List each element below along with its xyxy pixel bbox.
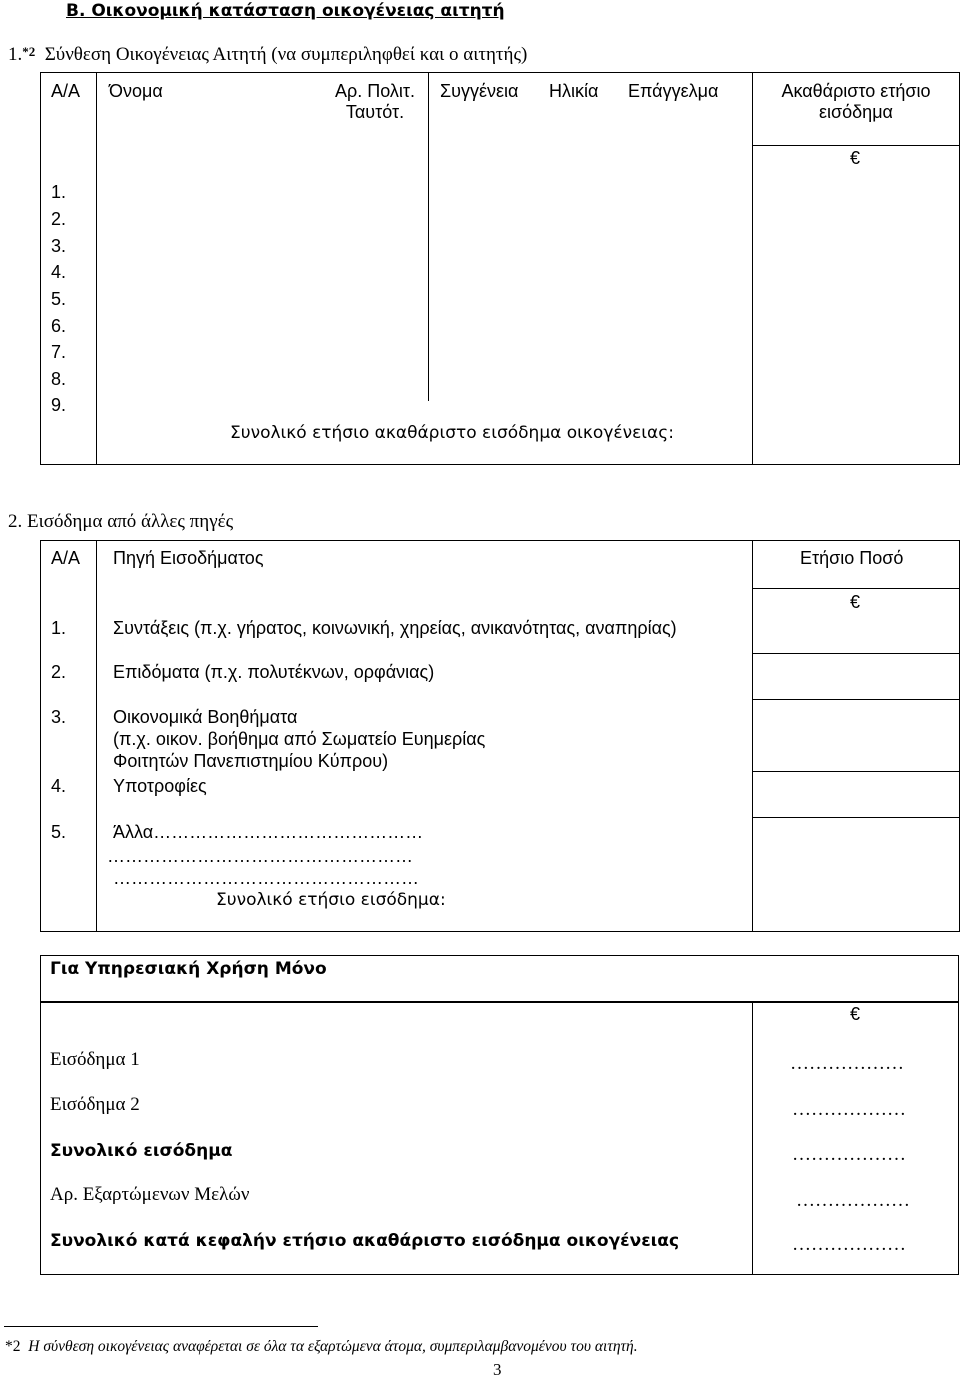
other-income-divider: [752, 771, 960, 772]
office-use-title: Για Υπηρεσιακή Χρήση Μόνο: [50, 959, 327, 979]
family-table-divider: [428, 72, 429, 401]
office-dependents-value: ………………: [796, 1190, 910, 1211]
family-row-number: 6.: [51, 316, 67, 336]
header-id-number: [322, 81, 428, 123]
office-income-1-value: ………………: [790, 1053, 904, 1074]
office-total-income-value: ………………: [792, 1144, 906, 1165]
family-heading-number: 1.: [8, 44, 23, 65]
family-row-number: 9.: [51, 395, 67, 415]
other-income-divider: [752, 699, 960, 700]
other-income-item-label: Οικονομικά Βοηθήματα: [113, 707, 298, 727]
other-income-header-amount: Ετήσιο Ποσό: [800, 548, 904, 568]
other-income-header-source: Πηγή Εισοδήματος: [113, 548, 264, 568]
header-occupation: Επάγγελμα: [628, 81, 719, 101]
other-income-item-detail: ……………………………………………: [113, 868, 419, 888]
office-per-capita-label: Συνολικό κατά κεφαλήν ετήσιο ακαθάριστο εισόδημα οικογένειας: [50, 1231, 680, 1251]
family-total-label: Συνολικό ετήσιο ακαθάριστο εισόδημα οικογένειας:: [230, 423, 674, 443]
footnote-rule: [4, 1326, 318, 1327]
header-income: [756, 81, 956, 123]
family-heading: [8, 44, 527, 66]
header-age: Ηλικία: [549, 81, 599, 101]
other-income-item-number: 4.: [51, 776, 67, 796]
header-relation: Συγγένεια: [440, 81, 519, 101]
family-row-number: 4.: [51, 262, 67, 282]
section-title: Β. Οικονομική κατάσταση οικογένειας αιτητή: [66, 1, 505, 21]
family-heading-text: Σύνθεση Οικογένειας Αιτητή (να συμπεριληφθεί και ο αιτητής): [44, 44, 528, 65]
office-income-2-value: ………………: [792, 1099, 906, 1120]
other-income-item-detail: (π.χ. οικον. βοήθημα από Σωματείο Ευημερίας: [113, 729, 486, 749]
family-row-number: 7.: [51, 342, 67, 362]
other-income-divider: [752, 588, 960, 589]
footnote: [5, 1338, 638, 1356]
other-income-divider: [752, 817, 960, 818]
header-id-line1: Αρ. Πολιτ.: [334, 81, 416, 101]
office-income-2-label: Εισόδημα 2: [50, 1094, 140, 1115]
other-income-divider: [96, 540, 97, 932]
office-income-1-label: Εισόδημα 1: [50, 1049, 140, 1070]
office-use-currency: €: [850, 1004, 861, 1024]
family-row-number: 2.: [51, 209, 67, 229]
other-income-item-label: Άλλα………………………………………: [113, 822, 424, 842]
other-income-currency: €: [850, 592, 861, 612]
other-income-item-label: Επιδόματα (π.χ. πολυτέκνων, ορφάνιας): [113, 662, 435, 682]
other-income-item-detail: ……………………………………………: [107, 846, 413, 866]
header-id-line2: Ταυτότ.: [345, 102, 405, 122]
other-income-item-number: 5.: [51, 822, 67, 842]
office-use-divider: [752, 1001, 753, 1275]
office-total-income-label: Συνολικό εισόδημα: [50, 1141, 233, 1161]
family-table-divider: [752, 72, 753, 465]
header-income-line1: Ακαθάριστο ετήσιο: [781, 81, 931, 101]
footnote-text: Η σύνθεση οικογένειας αναφέρεται σε όλα τα εξαρτώμενα άτομα, συμπεριλαμβανομένου του αιτητή.: [28, 1338, 638, 1355]
family-table-divider: [752, 145, 960, 146]
other-income-item-number: 1.: [51, 618, 67, 638]
other-income-divider: [752, 540, 753, 932]
other-income-divider: [752, 653, 960, 654]
header-aa: Α/Α: [51, 81, 81, 101]
family-income-currency: €: [850, 148, 861, 168]
other-income-header-aa: Α/Α: [51, 548, 81, 568]
office-dependents-label: Αρ. Εξαρτώμενων Μελών: [50, 1184, 250, 1205]
header-name: Όνομα: [109, 81, 163, 101]
other-income-heading: 2. Εισόδημα από άλλες πηγές: [8, 511, 234, 532]
family-row-number: 1.: [51, 182, 67, 202]
other-income-item-number: 2.: [51, 662, 67, 682]
family-row-number: 8.: [51, 369, 67, 389]
family-heading-footnote-mark: *2: [22, 44, 36, 59]
other-income-item-detail: Φοιτητών Πανεπιστημίου Κύπρου): [113, 751, 389, 771]
footnote-mark: *2: [5, 1338, 21, 1355]
page-number: 3: [493, 1360, 502, 1379]
other-income-item-number: 3.: [51, 707, 67, 727]
family-row-number: 5.: [51, 289, 67, 309]
family-table-divider: [96, 72, 97, 465]
other-income-item-label: Συντάξεις (π.χ. γήρατος, κοινωνική, χηρείας, ανικανότητας, αναπηρίας): [113, 618, 677, 638]
other-income-total-label: Συνολικό ετήσιο εισόδημα:: [216, 890, 446, 910]
family-table: [40, 72, 960, 465]
family-row-number: 3.: [51, 236, 67, 256]
office-per-capita-value: ………………: [792, 1234, 906, 1255]
other-income-item-label: Υποτροφίες: [113, 776, 207, 796]
header-income-line2: εισόδημα: [819, 102, 893, 122]
